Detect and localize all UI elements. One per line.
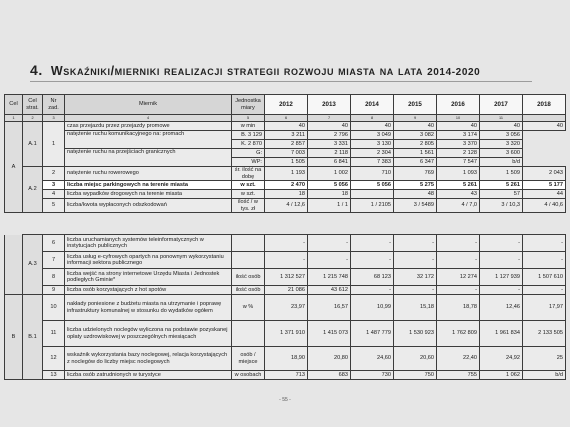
cel-strat-cell: A.1 [23, 122, 43, 167]
value-cell: G: [232, 149, 265, 158]
nr-cell: 11 [43, 321, 65, 347]
value-cell: 3 082 [394, 131, 437, 140]
value-cell: 3 130 [351, 140, 394, 149]
value-cell: b/d [523, 371, 566, 380]
value-cell: 1 371 910 [265, 321, 308, 347]
value-cell: 5 056 [308, 181, 351, 190]
value-cell: 755 [437, 371, 480, 380]
value-cell: 730 [351, 371, 394, 380]
nr-cell: 3 [43, 181, 65, 190]
value-cell: 3 049 [351, 131, 394, 140]
value-cell: 2 796 [308, 131, 351, 140]
value-cell: 6 347 [394, 158, 437, 167]
header-year: 2018 [523, 95, 566, 115]
table-row [5, 167, 566, 181]
miernik-cell: liczba/kwota wypłaconych odszkodowań [65, 199, 232, 213]
cel-cell-cont [5, 235, 23, 295]
value-cell: 1 487 779 [351, 321, 394, 347]
unit-cell [232, 235, 265, 252]
value-cell: 24,92 [480, 347, 523, 371]
section-years: 2014-2020 [427, 67, 481, 78]
value-cell: 1 / 1 [308, 199, 351, 213]
miernik-cell: liczba wejść na strony internetowe Urzędu Miasta i Jednostek podległych Gminie* [65, 269, 232, 286]
value-cell: - [265, 252, 308, 269]
header-year: 2013 [308, 95, 351, 115]
value-cell: 40 [394, 122, 437, 131]
cel-strat-cell: A.2 [23, 167, 43, 213]
value-cell: 7 383 [351, 158, 394, 167]
value-cell: 12 274 [437, 269, 480, 286]
unit-cell: śr. ilość na dobę [232, 167, 265, 181]
column-index: 4 [65, 115, 232, 122]
value-cell: B. 3 129 [232, 131, 265, 140]
value-cell: 10,99 [351, 295, 394, 321]
value-cell: - [437, 286, 480, 295]
value-cell: b/d [480, 158, 523, 167]
value-cell: 1 062 [480, 371, 523, 380]
value-cell: - [523, 286, 566, 295]
unit-cell: ilość osób [232, 286, 265, 295]
value-cell: 3 / 5489 [394, 199, 437, 213]
value-cell: 1 193 [265, 167, 308, 181]
cel-cell: A [5, 122, 23, 213]
value-cell: 40 [351, 122, 394, 131]
value-cell: 1 415 073 [308, 321, 351, 347]
value-cell: 20,60 [394, 347, 437, 371]
value-cell: - [394, 252, 437, 269]
value-cell: 3 370 [437, 140, 480, 149]
column-index: 7 [308, 115, 351, 122]
nr-cell: 6 [43, 235, 65, 252]
value-cell: - [480, 235, 523, 252]
value-cell: 3 / 10,3 [480, 199, 523, 213]
value-cell: 3 211 [265, 131, 308, 140]
value-cell: - [351, 235, 394, 252]
nr-cell: 1 [43, 122, 65, 167]
miernik-cell: liczba osób zatrudnionych w turystyce [65, 371, 232, 380]
value-cell: 2 118 [308, 149, 351, 158]
header-row [5, 95, 566, 115]
header-cel-strat: Cel strat. [23, 95, 43, 115]
value-cell: - [523, 235, 566, 252]
header-year: 2014 [351, 95, 394, 115]
column-index: 5 [232, 115, 265, 122]
value-cell: 12,46 [480, 295, 523, 321]
value-cell: 25 [523, 347, 566, 371]
table-row-highlighted [5, 181, 566, 190]
table-row [5, 131, 566, 140]
indicators-table [4, 94, 566, 213]
header-nr-zad: Nr zad. [43, 95, 65, 115]
table-row [5, 269, 566, 286]
value-cell: 4 / 7,0 [437, 199, 480, 213]
miernik-cell: liczba osób korzystających z hot spotów [65, 286, 232, 295]
value-cell: 17,97 [523, 295, 566, 321]
value-cell: 15,18 [394, 295, 437, 321]
value-cell: 2 043 [523, 167, 566, 181]
value-cell: - [480, 252, 523, 269]
section-title: Wskaźniki/mierniki realizacji strategii rozwoju miasta na lata [50, 64, 424, 78]
column-index: 2 [23, 115, 43, 122]
value-cell: 2 857 [265, 140, 308, 149]
value-cell: 57 [480, 190, 523, 199]
unit-cell: ilość osób [232, 269, 265, 286]
unit-cell: w szt. [232, 190, 265, 199]
unit-cell: w szt. [232, 181, 265, 190]
miernik-cell: liczba udzielonych noclegów wyliczona na podstawie pozyskanej opłaty uzdrowiskowej w poszczególnych miesiącach [65, 321, 232, 347]
value-cell: 2 128 [437, 149, 480, 158]
value-cell [351, 190, 394, 199]
value-cell: 2 470 [265, 181, 308, 190]
value-cell: 1 312 527 [265, 269, 308, 286]
value-cell: 3 320 [480, 140, 523, 149]
value-cell: 769 [394, 167, 437, 181]
cel-strat-cell: B.1 [23, 295, 43, 380]
miernik-cell: nakłady poniesione z budżetu miasta na utrzymanie i poprawę infrastruktury komunalnej w stosunku do wydatków ogółem [65, 295, 232, 321]
value-cell: - [351, 252, 394, 269]
section-number: 4. [30, 62, 43, 78]
table-row [5, 190, 566, 199]
value-cell: 683 [308, 371, 351, 380]
value-cell: 7 003 [265, 149, 308, 158]
value-cell: 1 509 [480, 167, 523, 181]
value-cell: 4 / 40,6 [523, 199, 566, 213]
value-cell: 713 [265, 371, 308, 380]
column-index: 1 [5, 115, 23, 122]
value-cell: 18,90 [265, 347, 308, 371]
value-cell: - [437, 235, 480, 252]
table-row [5, 321, 566, 347]
value-cell: 1 127 939 [480, 269, 523, 286]
nr-cell: 9 [43, 286, 65, 295]
value-cell: 3 174 [437, 131, 480, 140]
value-cell: 5 261 [480, 181, 523, 190]
value-cell: 22,40 [437, 347, 480, 371]
table-row [5, 122, 566, 131]
value-cell: 40 [523, 122, 566, 131]
table-row [5, 347, 566, 371]
page-number: - 55 - [279, 397, 291, 403]
section-heading [30, 62, 550, 78]
value-cell: 1 762 809 [437, 321, 480, 347]
value-cell: 2 805 [394, 140, 437, 149]
value-cell: - [265, 235, 308, 252]
column-index: 3 [43, 115, 65, 122]
miernik-cell: natężenie ruchu komunikacyjnego na: promach [65, 131, 232, 149]
header-year: 2016 [437, 95, 480, 115]
value-cell: - [394, 286, 437, 295]
value-cell: 750 [394, 371, 437, 380]
table-row [5, 252, 566, 269]
value-cell: 18 [265, 190, 308, 199]
header-miernik: Miernik [65, 95, 232, 115]
nr-cell: 7 [43, 252, 65, 269]
value-cell: 6 841 [308, 158, 351, 167]
value-cell: 18,78 [437, 295, 480, 321]
value-cell: 1 961 834 [480, 321, 523, 347]
value-cell: 5 275 [394, 181, 437, 190]
value-cell: 23,97 [265, 295, 308, 321]
unit-cell [232, 252, 265, 269]
column-index: 9 [394, 115, 437, 122]
miernik-cell: natężenie ruchu rowerowego [65, 167, 232, 181]
table-row [5, 149, 566, 158]
value-cell: 3 331 [308, 140, 351, 149]
unit-cell [232, 321, 265, 347]
value-cell: 16,57 [308, 295, 351, 321]
value-cell: 1 530 923 [394, 321, 437, 347]
value-cell: 21 086 [265, 286, 308, 295]
value-cell: 2 304 [351, 149, 394, 158]
header-jednostka: Jednostka miary [232, 95, 265, 115]
value-cell: - [523, 252, 566, 269]
value-cell: 40 [265, 122, 308, 131]
value-cell: 3 600 [480, 149, 523, 158]
table-row [5, 286, 566, 295]
table-row [5, 295, 566, 321]
miernik-cell: liczba usług e-cyfrowych opartych na ponownym wykorzystaniu informacji sektora publicznego [65, 252, 232, 269]
miernik-cell: liczba wypadków drogowych na terenie miasta [65, 190, 232, 199]
value-cell: - [437, 252, 480, 269]
heading-rule [30, 81, 532, 82]
nr-cell: 13 [43, 371, 65, 380]
miernik-cell: natężenie ruchu na przejściach granicznych [65, 149, 232, 167]
nr-cell: 8 [43, 269, 65, 286]
unit-cell: w osobach [232, 371, 265, 380]
nr-cell: 4 [43, 190, 65, 199]
value-cell: 40 [480, 122, 523, 131]
header-year: 2017 [480, 95, 523, 115]
value-cell: 5 177 [523, 181, 566, 190]
miernik-cell: wskaźnik wykorzystania bazy noclegowej, relacja korzystających z noclegów do liczby miejsc noclegowych [65, 347, 232, 371]
unit-cell: osób / miejsce [232, 347, 265, 371]
value-cell: - [480, 286, 523, 295]
value-cell: 18 [308, 190, 351, 199]
miernik-cell: czas przejazdu przez przejazdy promowe [65, 122, 232, 131]
column-index: 8 [351, 115, 394, 122]
value-cell: 2 133 505 [523, 321, 566, 347]
value-cell: 1 561 [394, 149, 437, 158]
value-cell: 68 123 [351, 269, 394, 286]
value-cell: 4 / 12,6 [265, 199, 308, 213]
value-cell: 1 093 [437, 167, 480, 181]
header-year: 2015 [394, 95, 437, 115]
table-row [5, 371, 566, 380]
value-cell: 5 056 [351, 181, 394, 190]
cel-cell: B [5, 295, 23, 380]
value-cell: 40 [437, 122, 480, 131]
value-cell: 1 002 [308, 167, 351, 181]
value-cell: 1 215 748 [308, 269, 351, 286]
nr-cell: 10 [43, 295, 65, 321]
value-cell: - [308, 252, 351, 269]
value-cell: - [308, 235, 351, 252]
value-cell: - [351, 286, 394, 295]
header-cel: Cel [5, 95, 23, 115]
value-cell: 43 [437, 190, 480, 199]
miernik-cell: liczba uruchamianych systemów teleinformatycznych w instytucjach publicznych [65, 235, 232, 252]
value-cell: 43 612 [308, 286, 351, 295]
value-cell: 48 [394, 190, 437, 199]
miernik-cell: liczba miejsc parkingowych na terenie miasta [65, 181, 232, 190]
value-cell: 1 507 610 [523, 269, 566, 286]
column-index [523, 115, 566, 122]
column-index-row [5, 115, 566, 122]
indicators-table-continued [4, 234, 566, 380]
value-cell: 32 172 [394, 269, 437, 286]
value-cell: K. 2 870 [232, 140, 265, 149]
value-cell: - [394, 235, 437, 252]
value-cell: 7 547 [437, 158, 480, 167]
unit-cell: ilość / w tys. zł [232, 199, 265, 213]
value-cell: 710 [351, 167, 394, 181]
value-cell: 1 / 2105 [351, 199, 394, 213]
value-cell: 40 [308, 122, 351, 131]
nr-cell: 5 [43, 199, 65, 213]
header-year: 2012 [265, 95, 308, 115]
nr-cell: 12 [43, 347, 65, 371]
nr-cell: 2 [43, 167, 65, 181]
column-index: 10 [437, 115, 480, 122]
value-cell: 5 261 [437, 181, 480, 190]
value-cell: 44 [523, 190, 566, 199]
column-index: 11 [480, 115, 523, 122]
cel-strat-cell: A.3 [23, 235, 43, 295]
value-cell: WP: [232, 158, 265, 167]
table-row [5, 235, 566, 252]
unit-cell: w % [232, 295, 265, 321]
value-cell: 3 056 [480, 131, 523, 140]
column-index: 6 [265, 115, 308, 122]
value-cell: 20,80 [308, 347, 351, 371]
value-cell: 1 505 [265, 158, 308, 167]
unit-cell: w min [232, 122, 265, 131]
table-row [5, 199, 566, 213]
value-cell: 24,60 [351, 347, 394, 371]
